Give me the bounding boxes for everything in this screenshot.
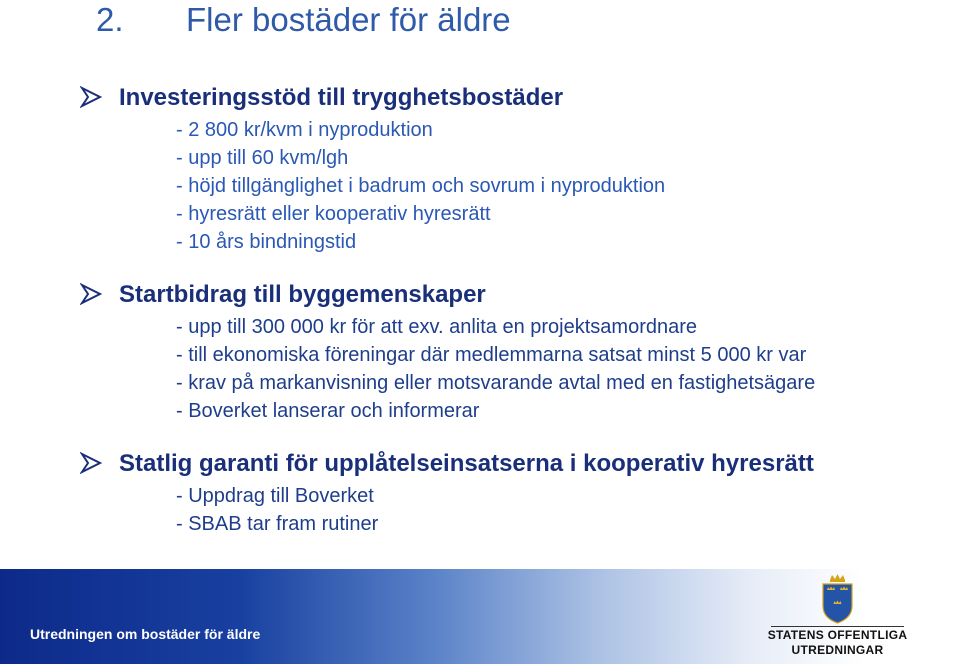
list-item: - krav på markanvisning eller motsvarande avtal med en fastighetsägare <box>176 372 816 394</box>
list-item: - Boverket lanserar och informerar <box>176 400 480 422</box>
section-statlig-garanti <box>80 448 940 554</box>
section-item-list <box>176 313 940 425</box>
section-startbidrag <box>80 279 940 441</box>
section-heading-text: Statlig garanti för upplåtelseinsatserna i kooperativ hyresrätt <box>119 450 814 477</box>
slide-title <box>96 0 511 40</box>
slide-title-text: Fler bostäder för äldre <box>186 1 511 38</box>
section-investeringsstod <box>80 82 940 272</box>
arrowhead-bullet-icon <box>80 86 102 108</box>
logo-divider <box>771 626 904 627</box>
list-item: - Uppdrag till Boverket <box>176 485 374 507</box>
list-item: - hyresrätt eller kooperativ hyresrätt <box>176 203 491 225</box>
section-heading <box>80 448 940 480</box>
section-heading <box>80 279 940 311</box>
footer-text: Utredningen om bostäder för äldre <box>30 626 261 642</box>
list-item: - SBAB tar fram rutiner <box>176 513 379 535</box>
arrowhead-bullet-icon <box>80 452 102 474</box>
section-heading <box>80 82 940 114</box>
list-item: - höjd tillgänglighet i badrum och sovrum i nyproduktion <box>176 175 666 197</box>
sou-logo <box>765 574 910 662</box>
section-heading-text: Investeringsstöd till trygghetsbostäder <box>119 84 564 111</box>
list-item: - till ekonomiska föreningar där medlemmarna satsat minst 5 000 kr var <box>176 344 807 366</box>
list-item: - upp till 60 kvm/lgh <box>176 147 349 169</box>
list-item: - 10 års bindningstid <box>176 231 357 253</box>
logo-text-line1: STATENS OFFENTLIGA <box>767 628 908 642</box>
list-item: - upp till 300 000 kr för att exv. anlita en projektsamordnare <box>176 316 698 338</box>
three-crowns-emblem-icon <box>815 574 860 624</box>
logo-text-line2: UTREDNINGAR <box>791 643 884 657</box>
list-item: - 2 800 kr/kvm i nyproduktion <box>176 119 433 141</box>
section-heading-text: Startbidrag till byggemenskaper <box>119 281 486 308</box>
slide-number: 2. <box>96 1 124 38</box>
section-item-list <box>176 482 940 538</box>
section-item-list <box>176 116 940 256</box>
arrowhead-bullet-icon <box>80 283 102 305</box>
